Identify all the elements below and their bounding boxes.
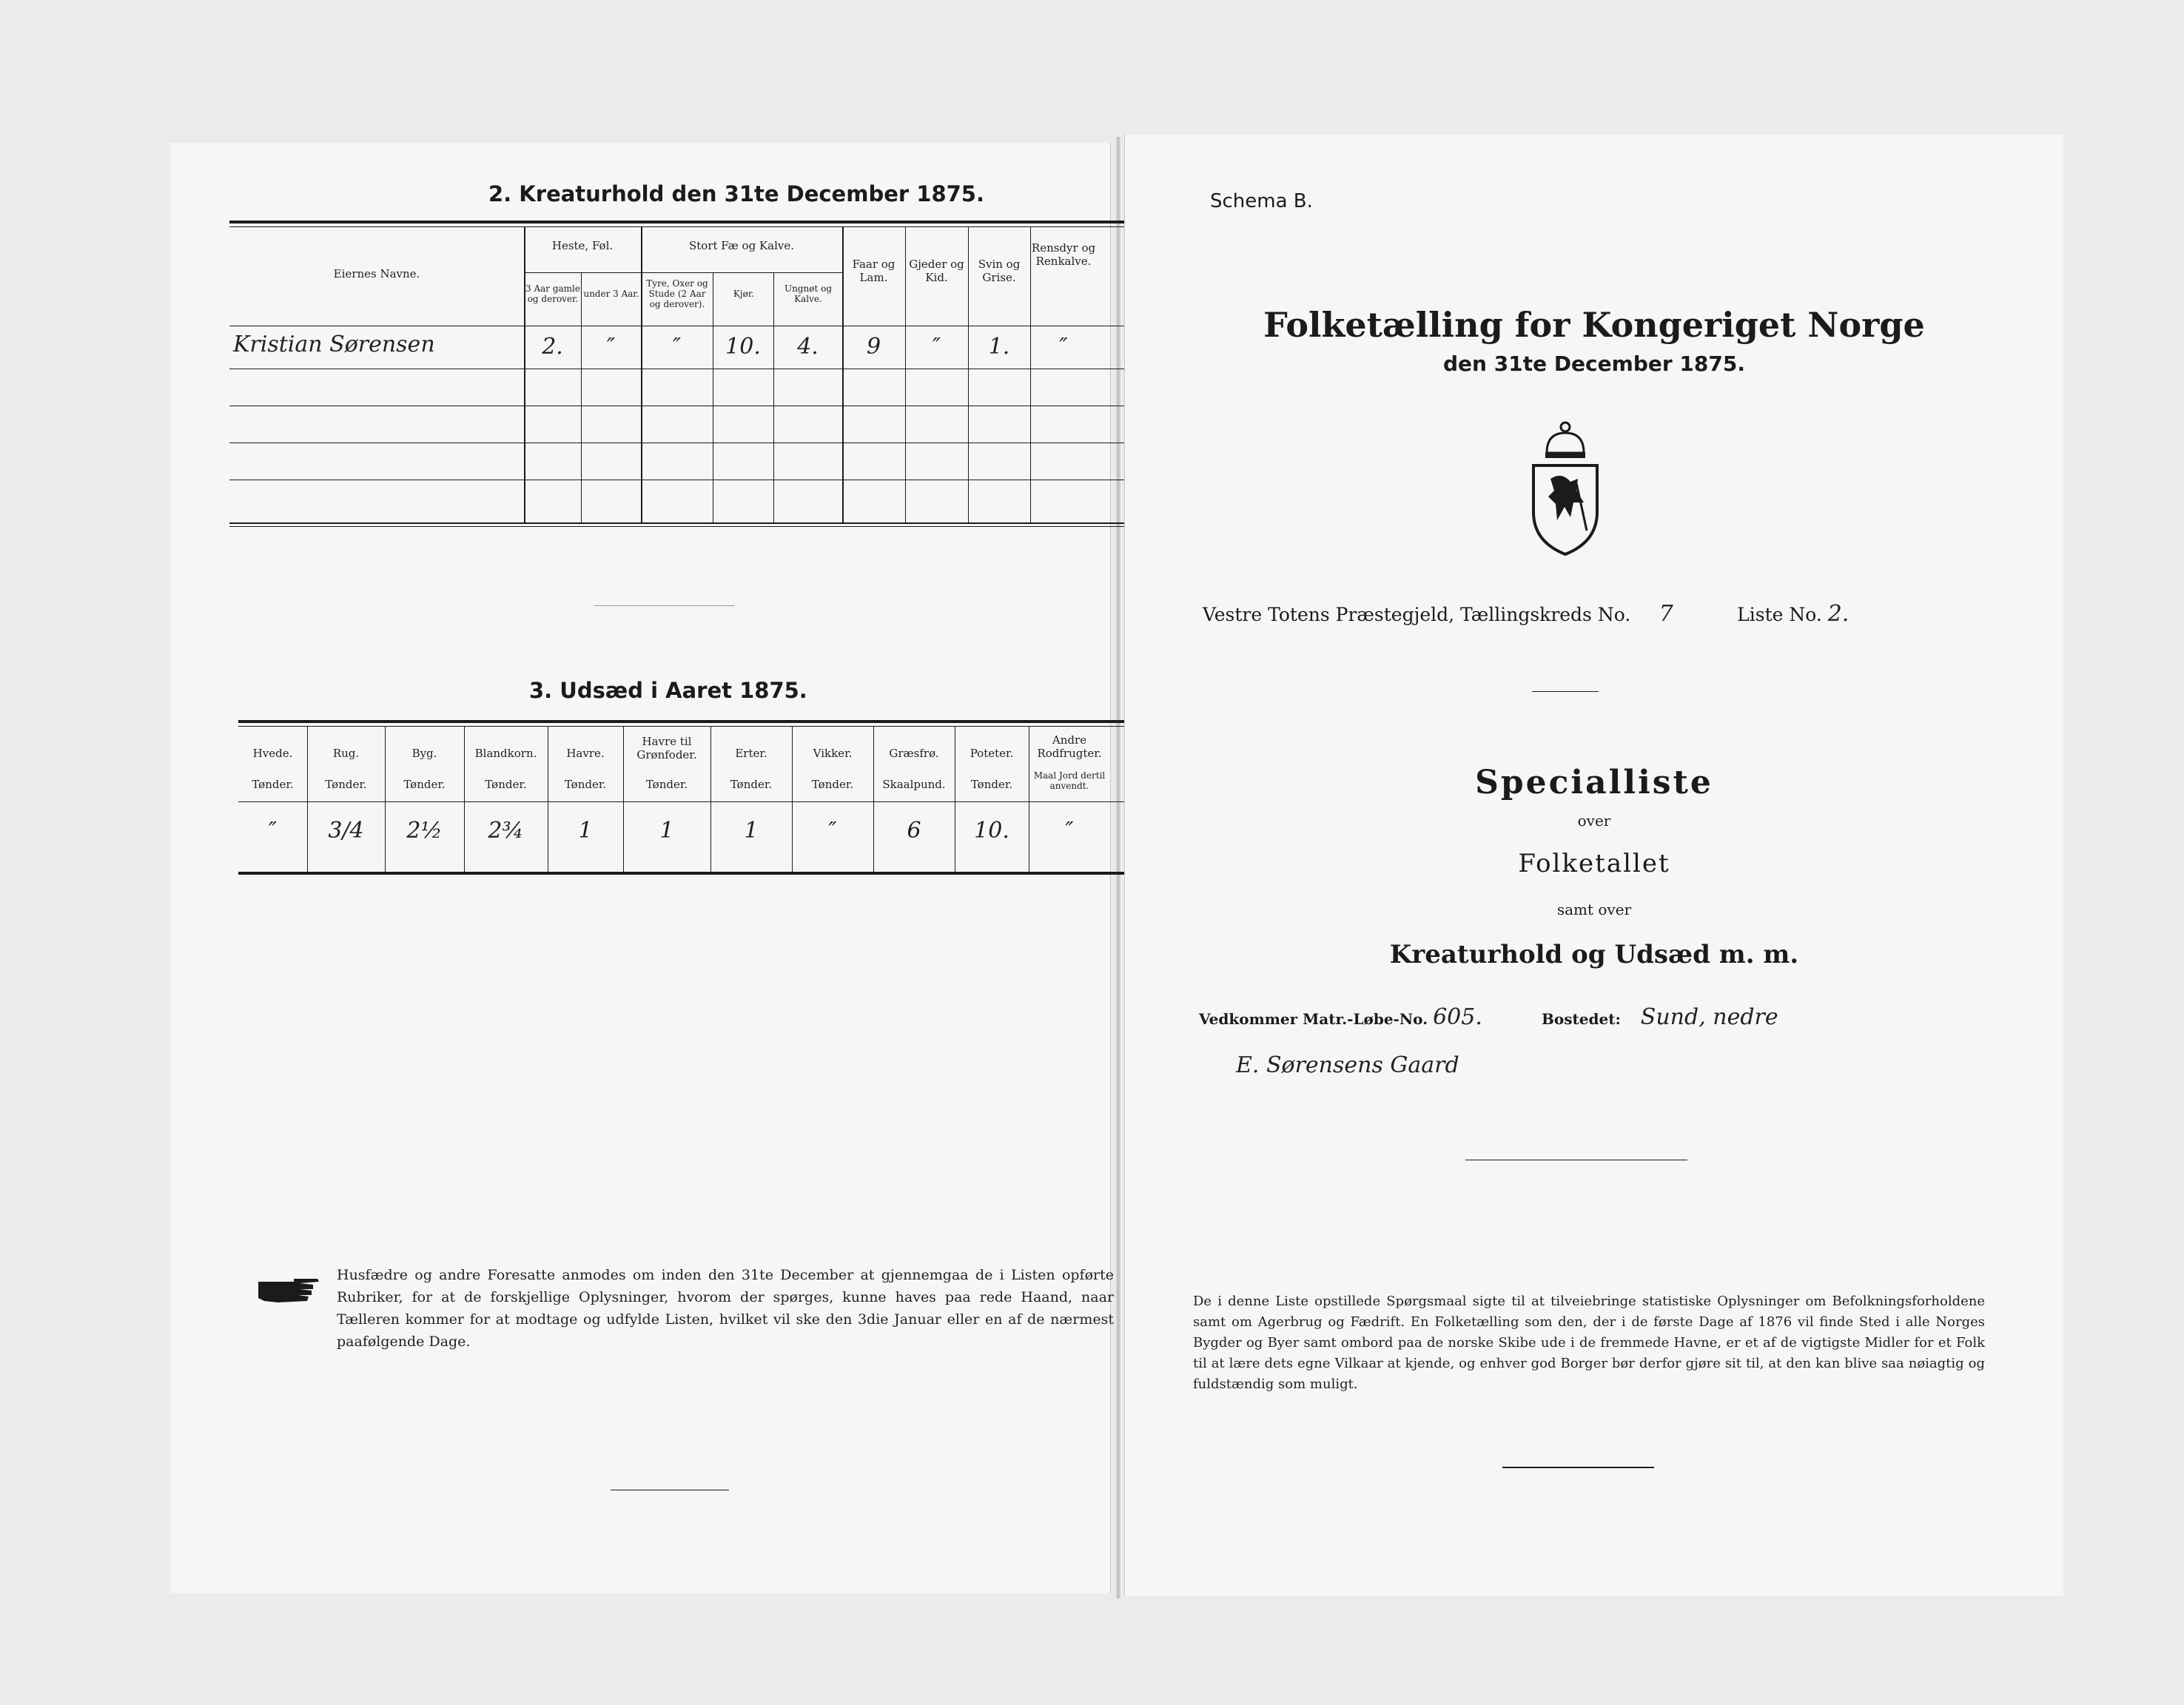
col-divider (581, 272, 582, 522)
rule (238, 726, 1204, 727)
col-stort-a-header: Tyre, Oxer og Stude (2 Aar og derover). (646, 278, 708, 309)
cell: 1. (988, 334, 1010, 360)
col-faar-header: Faar og Lam. (852, 258, 896, 284)
udsaed-header: Hvede. (252, 747, 293, 760)
matr-number: 605. (1433, 1004, 1482, 1030)
cell: 2¾ (488, 818, 524, 844)
liste-label: Liste No. (1737, 604, 1822, 625)
col-heste-b-header: under 3 Aar. (583, 289, 639, 299)
cell: 2½ (406, 818, 443, 844)
udsaed-header: Andre Rodfrugter. (1037, 733, 1102, 760)
section3-title: 3. Udsæd i Aaret 1875. (529, 678, 807, 703)
section2-title: 2. Kreaturhold den 31te December 1875. (488, 181, 985, 206)
udsaed-header: Blandkorn. (474, 747, 537, 760)
bosted-label: Bostedet: (1542, 1010, 1621, 1028)
cell: ″ (932, 334, 941, 360)
intro-text: De i denne Liste opstillede Spørgsmaal sigte til at tilveiebringe statistiske Oplysninger om Befolkningsforholdene samt om Agerbrug og Fædrift. En Folketælling som den, der i de første Dage af 1876 vil finde Sted i alle Norges Bygder og Byer samt ombord paa de norske Skibe ude i de fremmede Havne, er et af de vigtigste Midler for et Folk til at lære dets egne Vilkaar at kjende, og enhver god Borger bør derfor gjøre sit til, at den kan blive saa nøiagtig og fuldstændig som muligt. (1193, 1294, 1985, 1392)
folketallet-label: Folketallet (1518, 849, 1670, 878)
udsaed-header: Byg. (411, 747, 437, 760)
udsaed-unit: Tønder. (485, 778, 527, 791)
col-divider (1030, 226, 1031, 522)
pointing-hand-icon (255, 1271, 322, 1308)
district-prefix: Vestre Totens Præstegjeld, Tællingskreds No. (1203, 604, 1631, 625)
rule (238, 801, 1204, 802)
col-divider (641, 226, 642, 522)
udsaed-header: Vikker. (813, 747, 853, 760)
notice-text: Husfædre og andre Foresatte anmodes om inden den 31te December at gjennemgaa de i Listen opførte Rubriker, for at de forskjellige Oplysninger, hvorom der spørges, kunne haves paa rede Haand, naar Tælleren kommer for at modtage og udfylde Listen, hvilket vil ske den 3die Januar eller en af de nærmest paafølgende Dage. (337, 1267, 1114, 1350)
col-owners-header: Eiernes Navne. (333, 267, 420, 280)
udsaed-header: Havre. (566, 747, 605, 760)
liste-number: 2. (1827, 601, 1849, 627)
norway-lion-coat-of-arms-icon (1525, 420, 1606, 560)
udsaed-header: Erter. (735, 747, 767, 760)
udsaed-header: Poteter. (970, 747, 1014, 760)
separator (1532, 691, 1599, 692)
cell: ″ (1065, 818, 1074, 844)
col-stort-header: Stort Fæ og Kalve. (688, 239, 795, 252)
document-title: Folketælling for Kongeriget Norge (1263, 305, 1925, 345)
udsaed-unit: Tønder. (645, 778, 688, 791)
col-stort-b-header: Kjør. (733, 289, 755, 299)
col-gjeder-header: Gjeder og Kid. (909, 258, 964, 284)
rule (229, 522, 1199, 524)
udsaed-header: Græsfrø. (889, 747, 939, 760)
cell: 9 (866, 334, 881, 360)
owner-name: Kristian Sørensen (233, 332, 435, 357)
rule (229, 226, 1199, 227)
rule (238, 872, 1204, 875)
cell: 10. (974, 818, 1009, 844)
document-date: den 31te December 1875. (1443, 352, 1745, 376)
kreaturhold-label: Kreaturhold og Udsæd m. m. (1389, 940, 1799, 969)
col-divider (524, 226, 525, 522)
cell: 6 (907, 818, 921, 844)
cell: ″ (1059, 334, 1068, 360)
udsaed-unit: Tønder. (252, 778, 294, 791)
separator (1502, 1467, 1654, 1468)
cell: ″ (672, 334, 682, 360)
col-svin-header: Svin og Grise. (978, 258, 1021, 284)
cell: ″ (606, 334, 616, 360)
cell: 1 (659, 818, 674, 844)
col-heste-header: Heste, Føl. (551, 239, 614, 252)
cell: 10. (725, 334, 761, 360)
col-divider (773, 272, 774, 522)
left-page (170, 143, 1114, 1593)
udsaed-unit: Tønder. (403, 778, 446, 791)
specialliste-heading: Specialliste (1475, 764, 1713, 801)
cell: 1 (578, 818, 593, 844)
udsaed-header: Havre til Grønfoder. (636, 735, 697, 761)
udsaed-unit: Tønder. (970, 778, 1013, 791)
rule (229, 221, 1199, 223)
page-fold (1116, 137, 1120, 1598)
col-rensdyr-header: Rensdyr og Renkalve. (1031, 241, 1096, 268)
district-line (1203, 601, 1849, 627)
kreds-number: 7 (1659, 601, 1673, 627)
schema-label: Schema B. (1210, 190, 1313, 212)
cell: 2. (542, 334, 563, 360)
cell: 3/4 (328, 818, 364, 844)
over-label: over (1577, 812, 1611, 830)
udsaed-unit: Maal Jord dertil anvendt. (1033, 770, 1106, 791)
col-stort-c-header: Ungnøt og Kalve. (784, 283, 833, 304)
udsaed-header: Rug. (332, 747, 360, 760)
cell: 1 (744, 818, 759, 844)
udsaed-unit: Tønder. (564, 778, 607, 791)
col-heste-a-header: 3 Aar gamle og derover. (525, 283, 580, 304)
separator (594, 605, 735, 606)
cell: 4. (797, 334, 819, 360)
udsaed-unit: Tønder. (730, 778, 773, 791)
cell: ″ (828, 818, 837, 844)
samt-over-label: samt over (1556, 901, 1632, 918)
rule (238, 720, 1204, 723)
rule (524, 272, 842, 273)
udsaed-unit: Tønder. (811, 778, 854, 791)
right-page (1125, 135, 2063, 1596)
udsaed-unit: Tønder. (325, 778, 367, 791)
gaard-value: E. Sørensens Gaard (1236, 1052, 1459, 1078)
matr-label: Vedkommer Matr.-Løbe-No. (1199, 1010, 1428, 1028)
cell: ″ (268, 818, 278, 844)
udsaed-unit: Skaalpund. (882, 778, 946, 791)
bosted-value: Sund, nedre (1640, 1004, 1778, 1030)
matr-line (1199, 1004, 1778, 1030)
rule (229, 526, 1199, 527)
